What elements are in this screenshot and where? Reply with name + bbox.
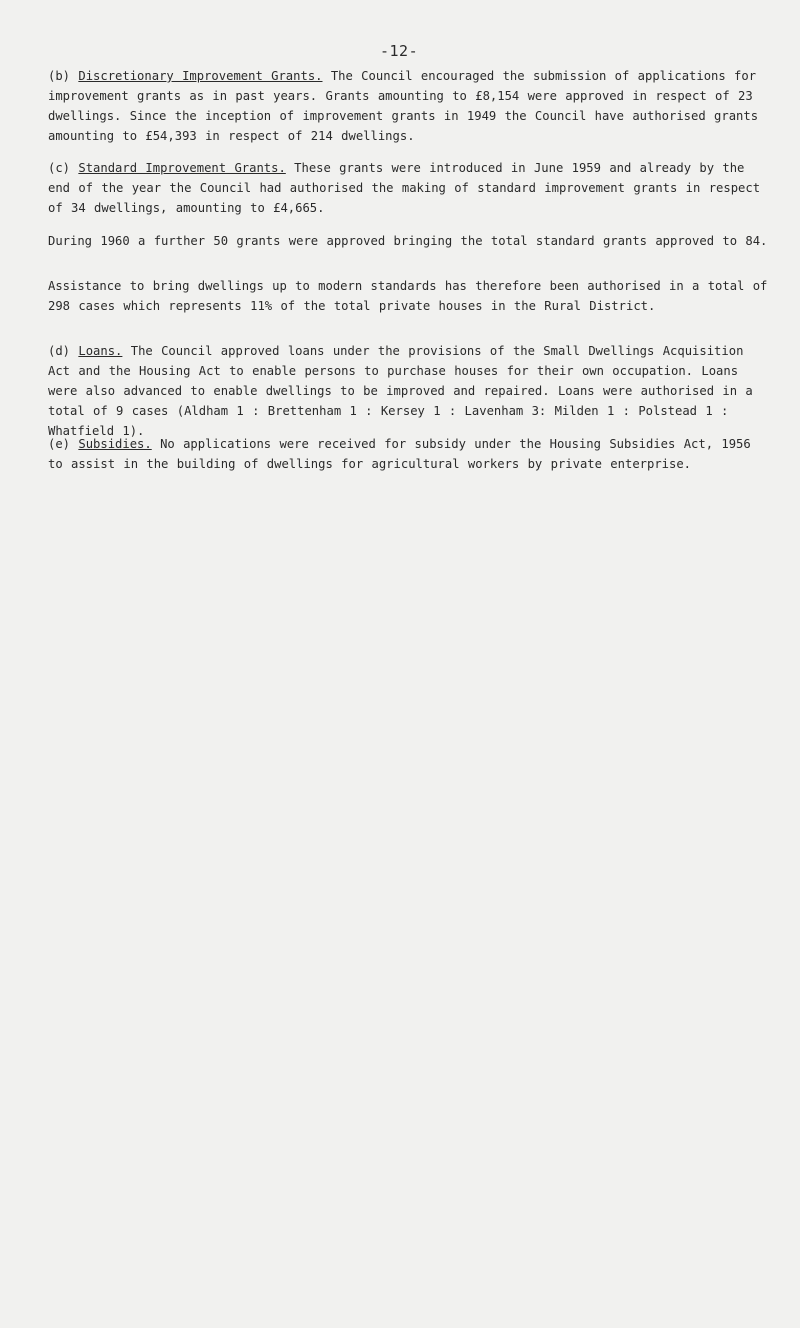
section-d-heading: Loans. — [78, 344, 123, 358]
page-number: -12- — [380, 42, 419, 60]
section-b-heading: Discretionary Improvement Grants. — [78, 69, 323, 83]
section-d-body: The Council approved loans under the provisions of the Small Dwellings Acquisition Act and the Housing Act to enable persons to purchase houses for their own occupation. Loans were also advanced to enable dwellings to be improved and repaired. Loans were authorised in a total of 9 cases (Aldham 1 : Brettenham 1 : Kersey 1 : Lavenham 3: Milden 1 : Polstead 1 : Whatfield 1). — [48, 344, 753, 438]
section-e-paragraph — [48, 434, 768, 474]
section-b-label: (b) — [48, 69, 71, 83]
section-d-paragraph — [48, 341, 768, 441]
section-b-body: The Council encouraged the submission of applications for improvement grants as in past years. Grants amounting to £8,154 were approved in respect of 23 dwellings. Since the inception of improvement grants in 1949 the Council have authorised grants amounting to £54,393 in respect of 214 dwellings. — [48, 69, 759, 143]
section-e-body: No applications were received for subsidy under the Housing Subsidies Act, 1956 to assist in the building of dwellings for agricultural workers by private enterprise. — [48, 437, 751, 471]
section-c-further-grants: During 1960 a further 50 grants were approved bringing the total standard grants approved to 84. — [48, 234, 768, 248]
section-c-paragraph — [48, 158, 768, 218]
section-b-paragraph — [48, 66, 768, 146]
section-d-label: (d) — [48, 344, 71, 358]
section-e-label: (e) — [48, 437, 71, 451]
section-c-body: These grants were introduced in June 1959 and already by the end of the year the Council had authorised the making of standard improvement grants in respect of 34 dwellings, amounting to £4,665. — [48, 161, 761, 215]
section-c-label: (c) — [48, 161, 71, 175]
section-c-heading: Standard Improvement Grants. — [78, 161, 286, 175]
section-e-heading: Subsidies. — [78, 437, 152, 451]
section-c-assistance-total: Assistance to bring dwellings up to modern standards has therefore been authorised in a total of 298 cases which represents 11% of the total private houses in the Rural District. — [48, 279, 768, 313]
